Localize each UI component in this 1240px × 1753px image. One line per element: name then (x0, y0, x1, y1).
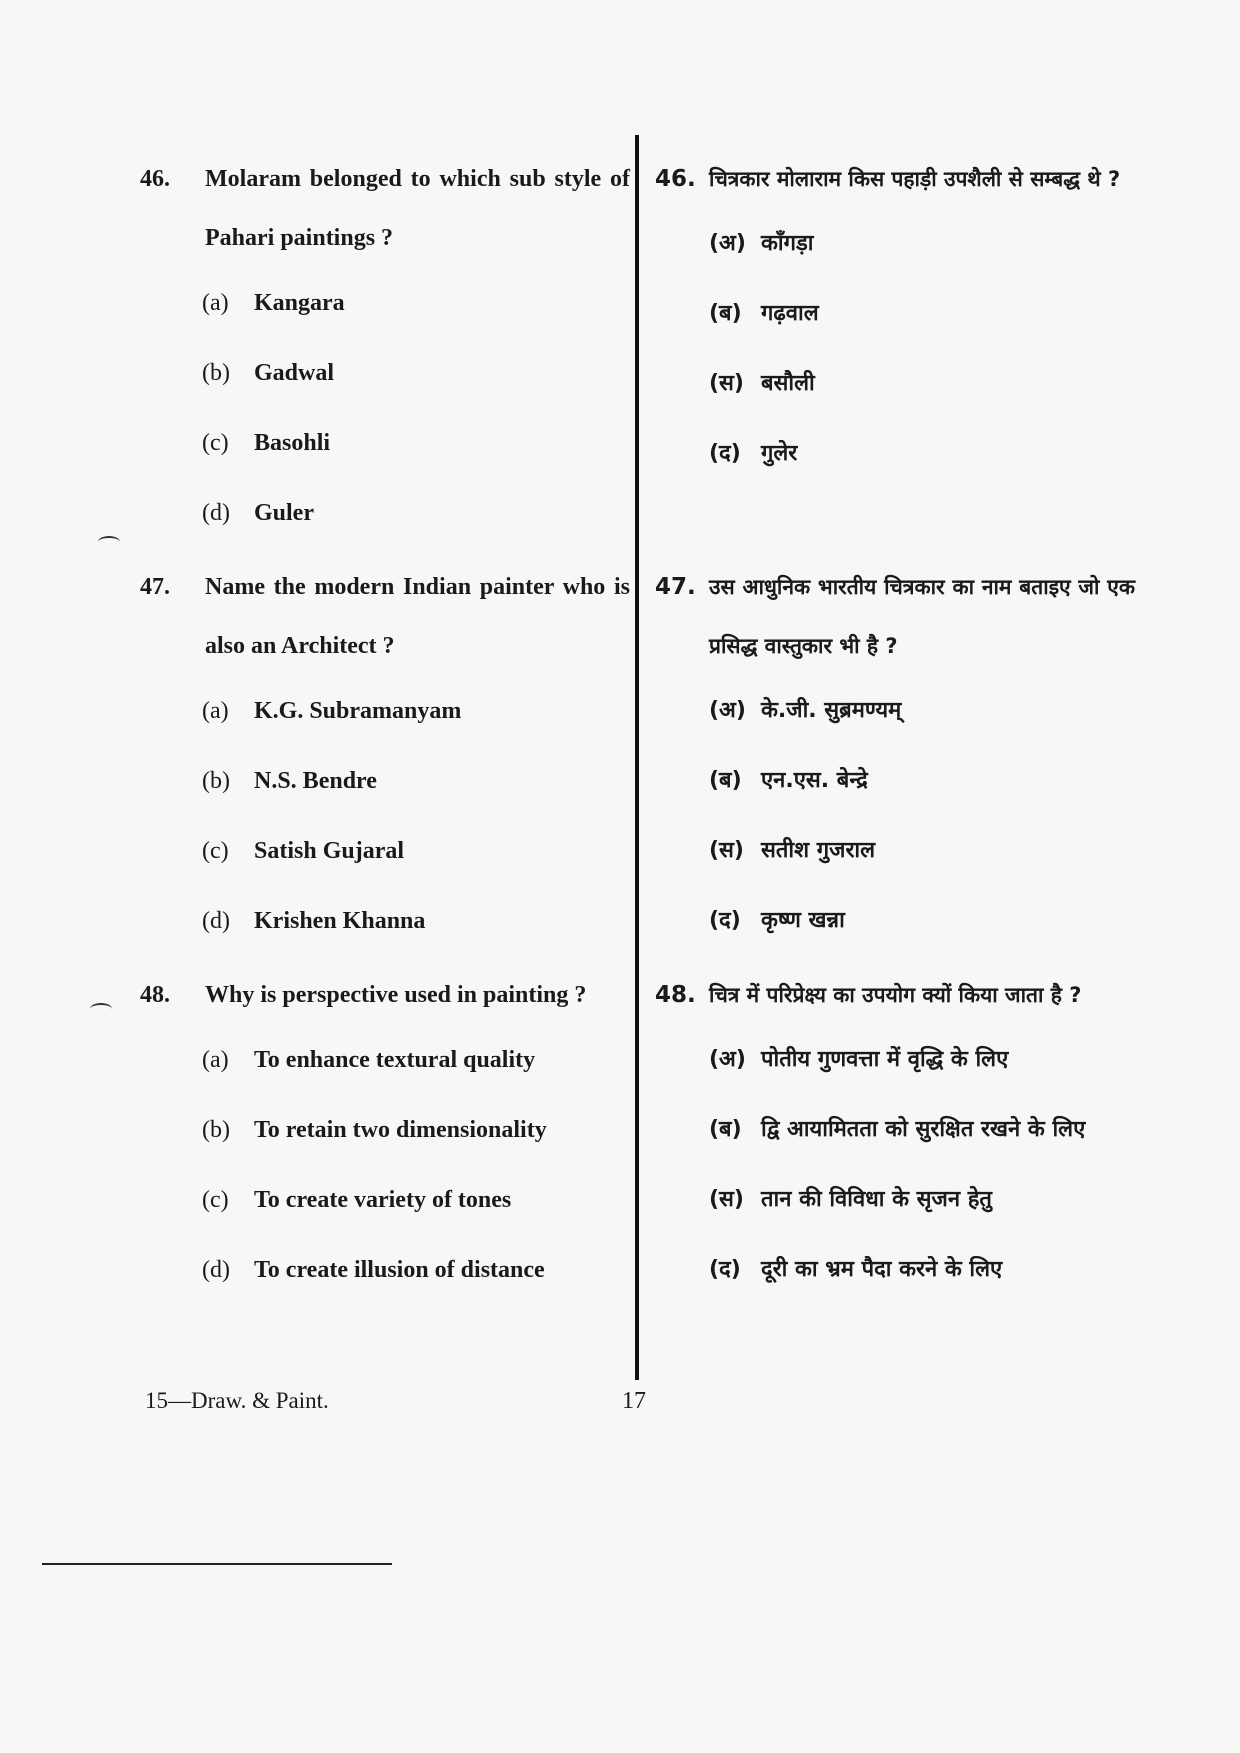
question-text: Molaram belonged to which sub style of Pahari paintings ? (205, 166, 630, 251)
option-label: (b) (202, 768, 230, 794)
option-b (140, 338, 630, 408)
option-text: काँगड़ा (761, 231, 814, 256)
option-label: (स) (709, 371, 744, 396)
option-label: (अ) (709, 1047, 746, 1072)
question-number: 46. (655, 166, 696, 192)
option-text: N.S. Bendre (254, 768, 377, 794)
option-label: (b) (202, 360, 230, 386)
option-label: (द) (709, 441, 741, 466)
option-d (655, 1235, 1135, 1305)
option-text: तान की विविधा के सृजन हेतु (761, 1187, 992, 1212)
option-c (140, 408, 630, 478)
option-text: सतीश गुजराल (761, 838, 876, 863)
option-label: (स) (709, 838, 744, 863)
option-text: K.G. Subramanyam (254, 698, 462, 724)
option-label: (d) (202, 500, 230, 526)
option-a (140, 676, 630, 746)
question-stem (655, 966, 1135, 1025)
option-c (655, 349, 1135, 419)
question-text: उस आधुनिक भारतीय चित्रकार का नाम बताइए जो एक प्रसिद्ध वास्तुकार भी है ? (709, 575, 1135, 658)
option-a (140, 268, 630, 338)
option-label: (a) (202, 698, 229, 724)
option-c (655, 1165, 1135, 1235)
question-stem (655, 150, 1135, 209)
question-text: Name the modern Indian painter who is also an Architect ? (205, 574, 630, 659)
question-text: चित्र में परिप्रेक्ष्य का उपयोग क्यों किया जाता है ? (709, 983, 1082, 1007)
option-label: (स) (709, 1187, 744, 1212)
option-label: (अ) (709, 698, 746, 723)
question-stem (140, 150, 630, 268)
option-label: (द) (709, 1257, 741, 1282)
option-text: गुलेर (761, 441, 798, 466)
margin-mark (90, 1003, 112, 1015)
option-text: Kangara (254, 290, 345, 316)
option-d (655, 419, 1135, 489)
option-label: (अ) (709, 231, 746, 256)
option-text: Basohli (254, 430, 331, 456)
option-text: दूरी का भ्रम पैदा करने के लिए (761, 1257, 1003, 1282)
option-label: (ब) (709, 768, 742, 793)
question-number: 48. (655, 982, 696, 1008)
question-48-en (140, 966, 630, 1374)
option-text: Gadwal (254, 360, 335, 386)
option-a (655, 676, 1135, 746)
question-number: 46. (140, 166, 170, 192)
option-b (140, 1095, 630, 1165)
english-column (140, 150, 630, 1374)
question-47-hi (655, 558, 1135, 966)
option-a (655, 1025, 1135, 1095)
option-text: पोतीय गुणवत्ता में वृद्धि के लिए (761, 1047, 1009, 1072)
option-label: (ब) (709, 301, 742, 326)
option-a (655, 209, 1135, 279)
page-number: 17 (622, 1388, 646, 1414)
option-text: Guler (254, 500, 314, 526)
option-text: Satish Gujaral (254, 838, 405, 864)
option-c (140, 816, 630, 886)
hindi-column (655, 150, 1135, 1374)
option-label: (d) (202, 908, 230, 934)
option-label: (c) (202, 430, 229, 456)
option-label: (c) (202, 1187, 229, 1213)
question-number: 47. (140, 574, 170, 600)
option-label: (द) (709, 908, 741, 933)
question-text: Why is perspective used in painting ? (205, 982, 587, 1008)
option-d (140, 886, 630, 956)
question-47-en (140, 558, 630, 966)
option-text: To create illusion of distance (254, 1257, 545, 1283)
option-text: Krishen Khanna (254, 908, 426, 934)
option-text: गढ़वाल (761, 301, 819, 326)
option-d (140, 1235, 630, 1305)
option-text: कृष्ण खन्ना (761, 908, 845, 933)
question-stem (140, 966, 630, 1025)
option-text: To create variety of tones (254, 1187, 512, 1213)
margin-mark (98, 536, 120, 548)
option-a (140, 1025, 630, 1095)
question-48-hi (655, 966, 1135, 1374)
option-d (140, 478, 630, 548)
bottom-rule (42, 1563, 392, 1565)
question-46-en (140, 150, 630, 558)
question-number: 48. (140, 982, 170, 1008)
option-label: (d) (202, 1257, 230, 1283)
option-b (655, 746, 1135, 816)
option-label: (c) (202, 838, 229, 864)
option-d (655, 886, 1135, 956)
option-text: के.जी. सुब्रमण्यम् (761, 698, 902, 723)
question-number: 47. (655, 574, 696, 600)
option-text: To retain two dimensionality (254, 1117, 547, 1143)
paper-code: 15—Draw. & Paint. (145, 1388, 329, 1413)
question-stem (140, 558, 630, 676)
column-divider (635, 135, 639, 1380)
option-text: To enhance textural quality (254, 1047, 536, 1073)
question-text: चित्रकार मोलाराम किस पहाड़ी उपशैली से सम्बद्ध थे ? (709, 167, 1121, 191)
option-text: बसौली (761, 371, 815, 396)
question-stem (655, 558, 1135, 676)
option-c (655, 816, 1135, 886)
option-b (655, 279, 1135, 349)
option-label: (a) (202, 290, 229, 316)
option-b (655, 1095, 1135, 1165)
option-label: (ब) (709, 1117, 742, 1142)
option-text: एन.एस. बेन्द्रे (761, 768, 868, 793)
option-text: द्वि आयामितता को सुरक्षित रखने के लिए (761, 1117, 1086, 1142)
option-label: (a) (202, 1047, 229, 1073)
question-46-hi (655, 150, 1135, 558)
option-b (140, 746, 630, 816)
option-label: (b) (202, 1117, 230, 1143)
option-c (140, 1165, 630, 1235)
